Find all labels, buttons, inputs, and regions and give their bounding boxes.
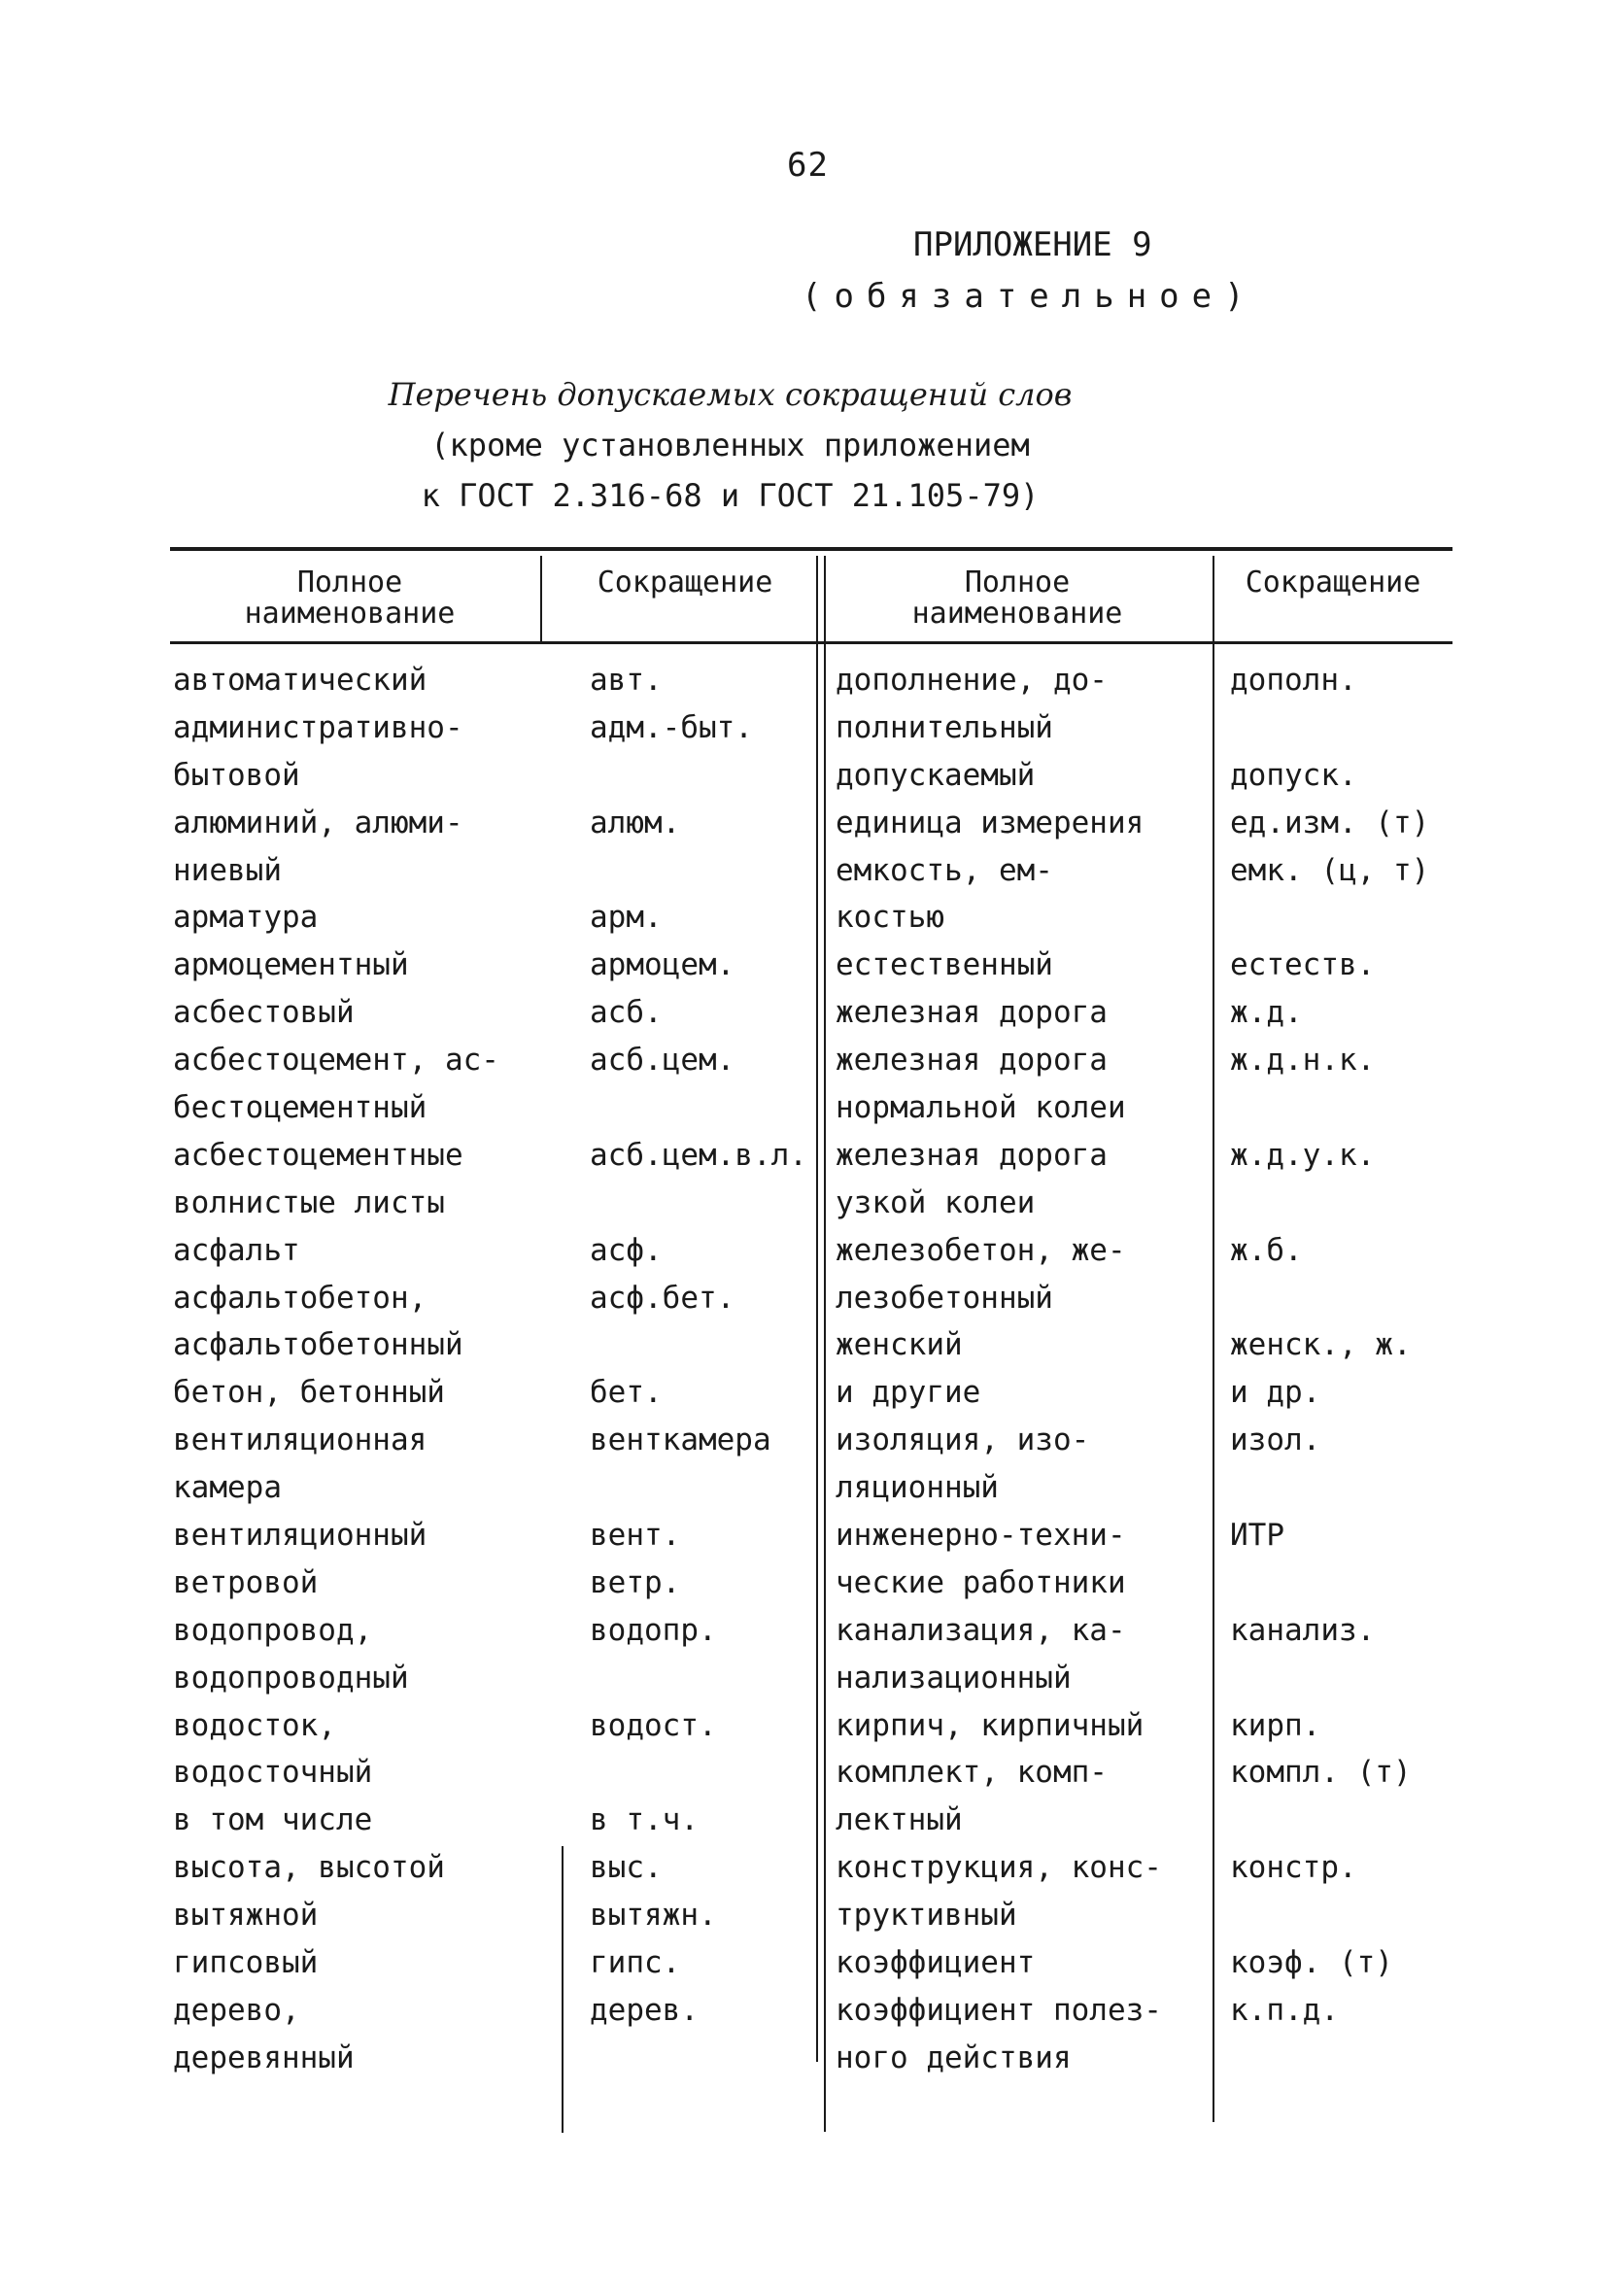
table-cell: гипс. — [590, 1945, 681, 1981]
table-cell: асф. — [590, 1232, 663, 1268]
table-cell: гипсовый — [173, 1945, 319, 1981]
appendix-title: ПРИЛОЖЕНИЕ 9 — [913, 225, 1152, 264]
table-cell: ед.изм. (т) — [1230, 805, 1430, 840]
table-top-rule — [170, 547, 1452, 551]
table-cell: дополнение, до- — [836, 663, 1108, 698]
table-cell: деревянный — [173, 2039, 355, 2075]
header-left-full-name — [175, 567, 525, 630]
table-cell: ж.д. — [1230, 995, 1303, 1031]
table-cell: ж.д.у.к. — [1230, 1137, 1376, 1173]
table-cell: изоляция, изо- — [836, 1422, 1090, 1458]
table-cell: камера — [173, 1470, 282, 1506]
table-cell — [590, 1084, 807, 1132]
table-cell: водосточный — [173, 1755, 373, 1791]
table-cell: железобетон, же- — [836, 1232, 1126, 1268]
table-cell: дерево, — [173, 1992, 300, 2028]
table-cell: бет. — [590, 1375, 663, 1411]
table-cell: ного действия — [836, 2039, 1072, 2075]
column-divider-1 — [540, 556, 542, 641]
table-cell — [590, 1464, 807, 1512]
table-cell: емк. (ц, т) — [1230, 852, 1430, 888]
table-cell: коэффициент полез- — [836, 1992, 1162, 2028]
table-cell: в т.ч. — [590, 1802, 699, 1838]
table-cell: компл. (т) — [1230, 1755, 1412, 1791]
table-cell — [1230, 1084, 1429, 1132]
table-cell: узкой колеи — [836, 1184, 1036, 1220]
table-cell: естеств. — [1230, 947, 1376, 983]
table-cell — [1230, 1559, 1429, 1607]
table-cell: коэф. (т) — [1230, 1945, 1393, 1981]
table-cell: волнистые листы — [173, 1184, 445, 1220]
table-cell: армоцем. — [590, 947, 735, 983]
header-left-full-line-2: наименование — [244, 597, 456, 631]
table-cell: водосток, — [173, 1707, 336, 1743]
table-cell: ниевый — [173, 852, 282, 888]
table-cell: вытяжной — [173, 1898, 319, 1934]
table-cell: водопр. — [590, 1612, 717, 1648]
table-cell: ж.д.н.к. — [1230, 1043, 1376, 1079]
header-left-full-line-1: Полное — [296, 565, 403, 600]
table-cell — [590, 1655, 807, 1702]
header-right-full-line-1: Полное — [964, 565, 1071, 600]
table-cell: костью — [836, 900, 944, 936]
table-cell: вентиляционная — [173, 1422, 427, 1458]
table-cell: кирпич, кирпичный — [836, 1707, 1145, 1743]
table-header-rule — [170, 641, 1452, 644]
table-cell: женский — [836, 1327, 963, 1363]
table-cell: дополн. — [1230, 663, 1357, 698]
table-cell — [1230, 1655, 1429, 1702]
table-cell: естественный — [836, 947, 1053, 983]
table-cell: нормальной колеи — [836, 1090, 1126, 1126]
table-cell: единица измерения — [836, 805, 1145, 840]
table-cell: ИТР — [1230, 1518, 1284, 1554]
table-cell: нализационный — [836, 1660, 1072, 1696]
table-cell — [590, 1321, 807, 1369]
table-cell: и другие — [836, 1375, 981, 1411]
list-title-line-2: (кроме установленных приложением — [430, 427, 1030, 463]
table-cell: асфальтобетон, — [173, 1280, 427, 1316]
table-cell: вытяжн. — [590, 1898, 717, 1934]
table-cell: в том числе — [173, 1802, 373, 1838]
left-abbreviation-column — [590, 657, 807, 2082]
table-cell: венткамера — [590, 1422, 771, 1458]
appendix-note: (обязательное) — [802, 277, 1257, 316]
table-cell — [590, 1180, 807, 1227]
list-title-line-3: к ГОСТ 2.316-68 и ГОСТ 21.105-79) — [421, 477, 1040, 514]
table-cell: асфальт — [173, 1232, 300, 1268]
table-cell: асб. — [590, 995, 663, 1031]
table-cell — [1230, 1797, 1429, 1844]
column-divider-2a — [816, 556, 818, 2062]
table-cell — [1230, 894, 1429, 942]
table-cell: адм.-быт. — [590, 709, 753, 745]
table-cell — [1230, 704, 1429, 752]
list-title — [0, 369, 1606, 521]
table-cell: выс. — [590, 1850, 663, 1886]
table-cell: дерев. — [590, 1992, 699, 2028]
table-cell: полнительный — [836, 709, 1053, 745]
table-cell: армоцементный — [173, 947, 409, 983]
table-cell: комплект, комп- — [836, 1755, 1108, 1791]
table-cell: и др. — [1230, 1375, 1321, 1411]
table-cell: женск., ж. — [1230, 1327, 1412, 1363]
table-cell: железная дорога — [836, 1137, 1108, 1173]
table-cell: допускаемый — [836, 757, 1036, 793]
table-cell: ческие работники — [836, 1564, 1126, 1600]
column-divider-3 — [1213, 556, 1214, 2122]
right-full-name-column — [836, 657, 1162, 2082]
page-number: 62 — [787, 146, 829, 185]
table-cell: изол. — [1230, 1422, 1321, 1458]
table-cell: водост. — [590, 1707, 717, 1743]
table-cell: емкость, ем- — [836, 852, 1053, 888]
table-cell: лектный — [836, 1802, 963, 1838]
table-cell — [590, 847, 807, 895]
table-cell: канализ. — [1230, 1612, 1376, 1648]
table-cell — [1230, 1464, 1429, 1512]
table-cell: водопровод, — [173, 1612, 373, 1648]
table-cell: авт. — [590, 663, 663, 698]
table-cell — [1230, 2035, 1429, 2082]
header-right-full-line-2: наименование — [911, 597, 1123, 631]
table-cell: водопроводный — [173, 1660, 409, 1696]
header-left-abbreviation: Сокращение — [597, 565, 773, 600]
table-cell — [590, 1749, 807, 1797]
table-cell: железная дорога — [836, 1043, 1108, 1079]
table-cell: ветр. — [590, 1564, 681, 1600]
table-cell: ляционный — [836, 1470, 999, 1506]
table-cell — [590, 2035, 807, 2082]
table-cell: алюминий, алюми- — [173, 805, 463, 840]
column-divider-2b — [824, 556, 826, 2132]
table-cell: асфальтобетонный — [173, 1327, 463, 1363]
table-cell: асф.бет. — [590, 1280, 735, 1316]
table-cell: констр. — [1230, 1850, 1357, 1886]
table-cell: асбестоцементные — [173, 1137, 463, 1173]
table-cell — [1230, 1275, 1429, 1322]
table-cell: асбестовый — [173, 995, 355, 1031]
column-divider-1-lower — [562, 1846, 564, 2133]
table-cell — [590, 752, 807, 800]
table-cell: алюм. — [590, 805, 681, 840]
header-right-abbreviation: Сокращение — [1245, 565, 1421, 600]
table-cell: коэффициент — [836, 1945, 1036, 1981]
table-cell: арматура — [173, 900, 319, 936]
table-cell: административно- — [173, 709, 463, 745]
table-cell: допуск. — [1230, 757, 1357, 793]
table-cell: бестоцементный — [173, 1090, 427, 1126]
table-cell: лезобетонный — [836, 1280, 1053, 1316]
table-cell: асб.цем. — [590, 1043, 735, 1079]
table-cell: железная дорога — [836, 995, 1108, 1031]
table-cell: бетон, бетонный — [173, 1375, 445, 1411]
table-cell — [1230, 1180, 1429, 1227]
table-cell: кирп. — [1230, 1707, 1321, 1743]
list-title-line-1: Перечень допускаемых сокращений слов — [388, 376, 1073, 413]
table-cell: инженерно-техни- — [836, 1518, 1126, 1554]
header-right-full-name — [828, 567, 1207, 630]
table-cell: вент. — [590, 1518, 681, 1554]
table-cell: вентиляционный — [173, 1518, 427, 1554]
table-cell: к.п.д. — [1230, 1992, 1339, 2028]
table-cell: автоматический — [173, 663, 427, 698]
table-cell: конструкция, конс- — [836, 1850, 1162, 1886]
table-cell: асб.цем.в.л. — [590, 1137, 807, 1173]
table-cell: ветровой — [173, 1564, 319, 1600]
right-abbreviation-column — [1230, 657, 1429, 2082]
table-cell: бытовой — [173, 757, 300, 793]
table-cell: труктивный — [836, 1898, 1017, 1934]
table-cell: канализация, ка- — [836, 1612, 1126, 1648]
table-cell — [1230, 1892, 1429, 1939]
table-cell: арм. — [590, 900, 663, 936]
table-cell: ж.б. — [1230, 1232, 1303, 1268]
table-cell: асбестоцемент, ас- — [173, 1043, 499, 1079]
left-full-name-column — [173, 657, 499, 2082]
table-cell: высота, высотой — [173, 1850, 445, 1886]
